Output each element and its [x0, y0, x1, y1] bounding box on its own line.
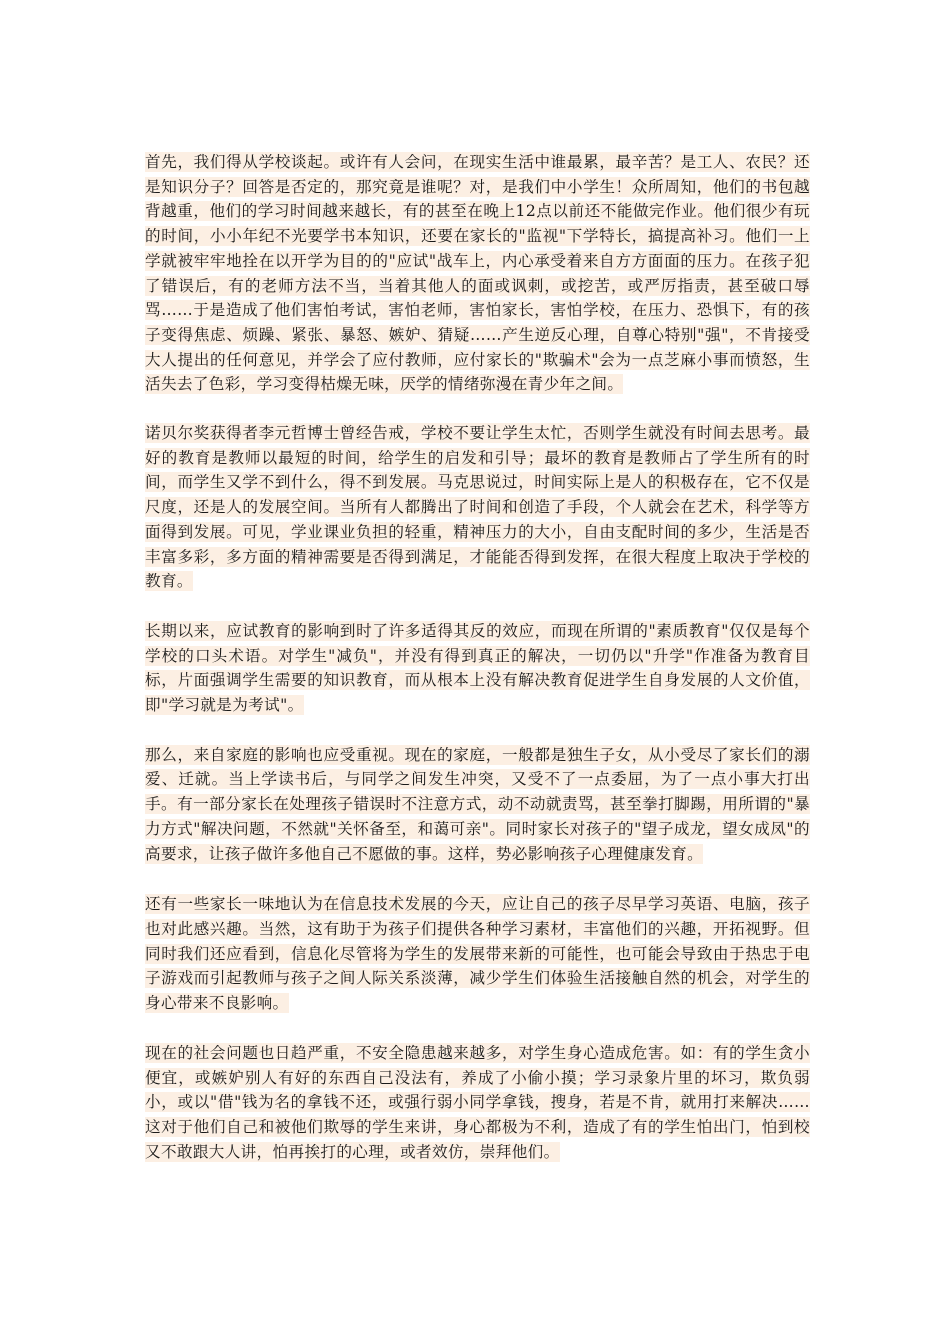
paragraph-technology: [145, 892, 810, 1016]
paragraph-text: 长期以来，应试教育的影响到时了许多适得其反的效应，而现在所谓的"素质教育"仅仅是每个学校的口头术语。对学生"减负"，并没有得到真正的解决，一切仍以"升学"作准备为教育目标，片面强调学生需要的知识教育，而从根本上没有解决教育促进学生自身发展的人文价值，即"学习就是为考试"。: [145, 621, 810, 715]
paragraph-text: 首先，我们得从学校谈起。或许有人会问，在现实生活中谁最累，最辛苦？是工人、农民？还是知识分子？回答是否定的，那究竟是谁呢？对，是我们中小学生！众所周知，他们的书包越背越重，他们的学习时间越来越长，有的甚至在晚上12点以前还不能做完作业。他们很少有玩的时间，小小年纪不光要学书本知识，还要在家长的"监视"下学特长，搞提高补习。他们一上学就被牢牢地拴在以开学为目的的"应试"战车上，内心承受着来自方方面面的压力。在孩子犯了错误后，有的老师方法不当，当着其他人的面或讽刺，或挖苦，或严厉指责，甚至破口辱骂……于是造成了他们害怕考试，害怕老师，害怕家长，害怕学校，在压力、恐惧下，有的孩子变得焦虑、烦躁、紧张、暴怒、嫉妒、猜疑……产生逆反心理，自尊心特别"强"，不肯接受大人提出的任何意见，并学会了应付教师，应付家长的"欺骗术"会为一点芝麻小事而愤怒，生活失去了色彩，学习变得枯燥无味，厌学的情绪弥漫在青少年之间。: [145, 153, 810, 394]
paragraph-school: [145, 150, 810, 397]
paragraph-nobel: [145, 421, 810, 594]
paragraph-text: 现在的社会问题也日趋严重，不安全隐患越来越多，对学生身心造成危害。如：有的学生贪小便宜，或嫉妒别人有好的东西自己没法有，养成了小偷小摸；学习录象片里的坏习，欺负弱小，或以"借"钱为名的拿钱不还，或强行弱小同学拿钱，搜身，若是不肯，就用打来解决……这对于他们自己和被他们欺辱的学生来讲，身心都极为不利，造成了有的学生怕出门，怕到校又不敢跟大人讲，怕再挨打的心理，或者效仿，崇拜他们。: [145, 1043, 810, 1161]
paragraph-exam-education: [145, 619, 810, 718]
paragraph-text: 诺贝尔奖获得者李元哲博士曾经告戒，学校不要让学生太忙，否则学生就没有时间去思考。最好的教育是教师以最短的时间，给学生的启发和引导；最坏的教育是教师占了学生所有的时间，而学生又学不到什么，得不到发展。马克思说过，时间实际上是人的积极存在，它不仅是尺度，还是人的发展空间。当所有人都腾出了时间和创造了手段，个人就会在艺术，科学等方面得到发展。可见，学业课业负担的轻重，精神压力的大小，自由支配时间的多少，生活是否丰富多彩，多方面的精神需要是否得到满足，才能能否得到发挥，在很大程度上取决于学校的教育。: [145, 424, 810, 591]
paragraph-family: [145, 743, 810, 867]
paragraph-text: 还有一些家长一味地认为在信息技术发展的今天，应让自己的孩子尽早学习英语、电脑，孩子也对此感兴趣。当然，这有助于为孩子们提供各种学习素材，丰富他们的兴趣，开拓视野。但同时我们还应看到，信息化尽管将为学生的发展带来新的可能性，也可能会导致由于热忠于电子游戏而引起教师与孩子之间人际关系淡薄，减少学生们体验生活接触自然的机会，对学生的身心带来不良影响。: [145, 895, 810, 1013]
paragraph-text: 那么，来自家庭的影响也应受重视。现在的家庭，一般都是独生子女，从小受尽了家长们的溺爱、迁就。当上学读书后，与同学之间发生冲突，又受不了一点委屈，为了一点小事大打出手。有一部分家长在处理孩子错误时不注意方式，动不动就责骂，甚至拳打脚踢，用所谓的"暴力方式"解决问题，不然就"关怀备至，和蔼可亲"。同时家长对孩子的"望子成龙，望女成凤"的高要求，让孩子做许多他自己不愿做的事。这样，势必影响孩子心理健康发育。: [145, 745, 810, 863]
paragraph-society: [145, 1041, 810, 1165]
document-page: [145, 150, 810, 1188]
